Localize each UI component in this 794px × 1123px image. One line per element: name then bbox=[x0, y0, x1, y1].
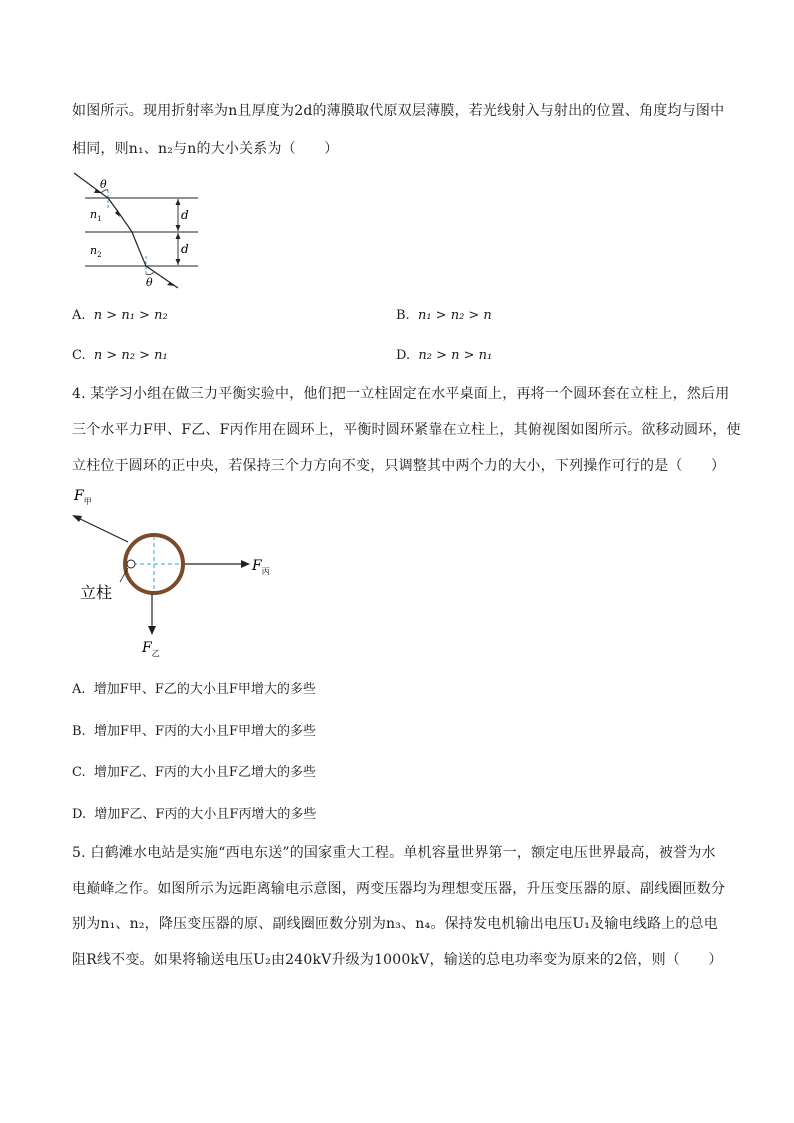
q4-stem-line-3: 立柱位于圆环的正中央，若保持三个力方向不变，只调整其中两个力的大小，下列操作可行的是（ ） bbox=[72, 458, 726, 474]
q5-stem-line-1: 5. 白鹤滩水电站是实施“西电东送”的国家重大工程。单机容量世界第一，额定电压世界最高，被誉为水 bbox=[72, 845, 716, 861]
q3-option-a[interactable]: A. n > n₁ > n₂ bbox=[72, 308, 168, 323]
f-jia-label: $F_甲$ bbox=[74, 488, 92, 506]
q4-option-c[interactable]: C. 增加F乙、F丙的大小且F乙增大的多些 bbox=[72, 765, 316, 780]
pillar-label: 立柱 bbox=[80, 583, 113, 602]
q4-option-a[interactable]: A. 增加F甲、F乙的大小且F甲增大的多些 bbox=[72, 682, 316, 697]
q5-stem-line-2: 电巅峰之作。如图所示为远距离输电示意图，两变压器均为理想变压器，升压变压器的原、副线圈匝数分 bbox=[72, 881, 726, 897]
q3-stem-line-2: 相同，则n₁、n₂与n的大小关系为（ ） bbox=[72, 141, 339, 157]
n2-label: $n_2$ bbox=[90, 244, 102, 259]
pillar bbox=[127, 560, 135, 568]
q4-option-b[interactable]: B. 增加F甲、F丙的大小且F甲增大的多些 bbox=[72, 724, 317, 739]
f-bing-label: $F_丙$ bbox=[252, 558, 270, 576]
force-jia-arrow bbox=[74, 516, 128, 542]
n1-label: $n_1$ bbox=[90, 208, 102, 223]
refraction-figure bbox=[60, 168, 210, 292]
q4-stem-line-2: 三个水平力F甲、F乙、F丙作用在圆环上，平衡时圆环紧靠在立柱上，其俯视图如图所示。欲移动圆环，使 bbox=[72, 422, 741, 438]
q3-stem-line-1: 如图所示。现用折射率为n且厚度为2d的薄膜取代原双层薄膜，若光线射入与射出的位置、角度均与图中 bbox=[72, 103, 725, 119]
theta-top-label: θ bbox=[100, 178, 107, 191]
q3-option-d[interactable]: D. n₂ > n > n₁ bbox=[396, 348, 493, 363]
q3-option-b[interactable]: B. n₁ > n₂ > n bbox=[396, 308, 492, 323]
q4-stem-line-1: 4. 某学习小组在做三力平衡实验中，他们把一立柱固定在水平桌面上，再将一个圆环套在立柱上，然后用 bbox=[72, 386, 730, 402]
f-yi-label: $F_乙$ bbox=[142, 640, 160, 658]
q5-stem-line-3: 别为n₁、n₂，降压变压器的原、副线圈匝数分别为n₃、n₄。保持发电机输出电压U₁及输电线路上的总电 bbox=[72, 916, 718, 932]
q5-stem-line-4: 阻R线不变。如果将输送电压U₂由240kV升级为1000kV，输送的总电功率变为原来的2倍，则（ ） bbox=[72, 952, 723, 968]
light-ray bbox=[74, 173, 178, 288]
q4-option-d[interactable]: D. 增加F乙、F丙的大小且F丙增大的多些 bbox=[72, 807, 317, 822]
q3-option-c[interactable]: C. n > n₂ > n₁ bbox=[72, 348, 168, 363]
d-bottom-label: d bbox=[181, 242, 189, 256]
d-top-label: d bbox=[181, 208, 189, 222]
force-ring-figure bbox=[64, 486, 284, 660]
theta-bottom-label: θ bbox=[146, 276, 153, 289]
